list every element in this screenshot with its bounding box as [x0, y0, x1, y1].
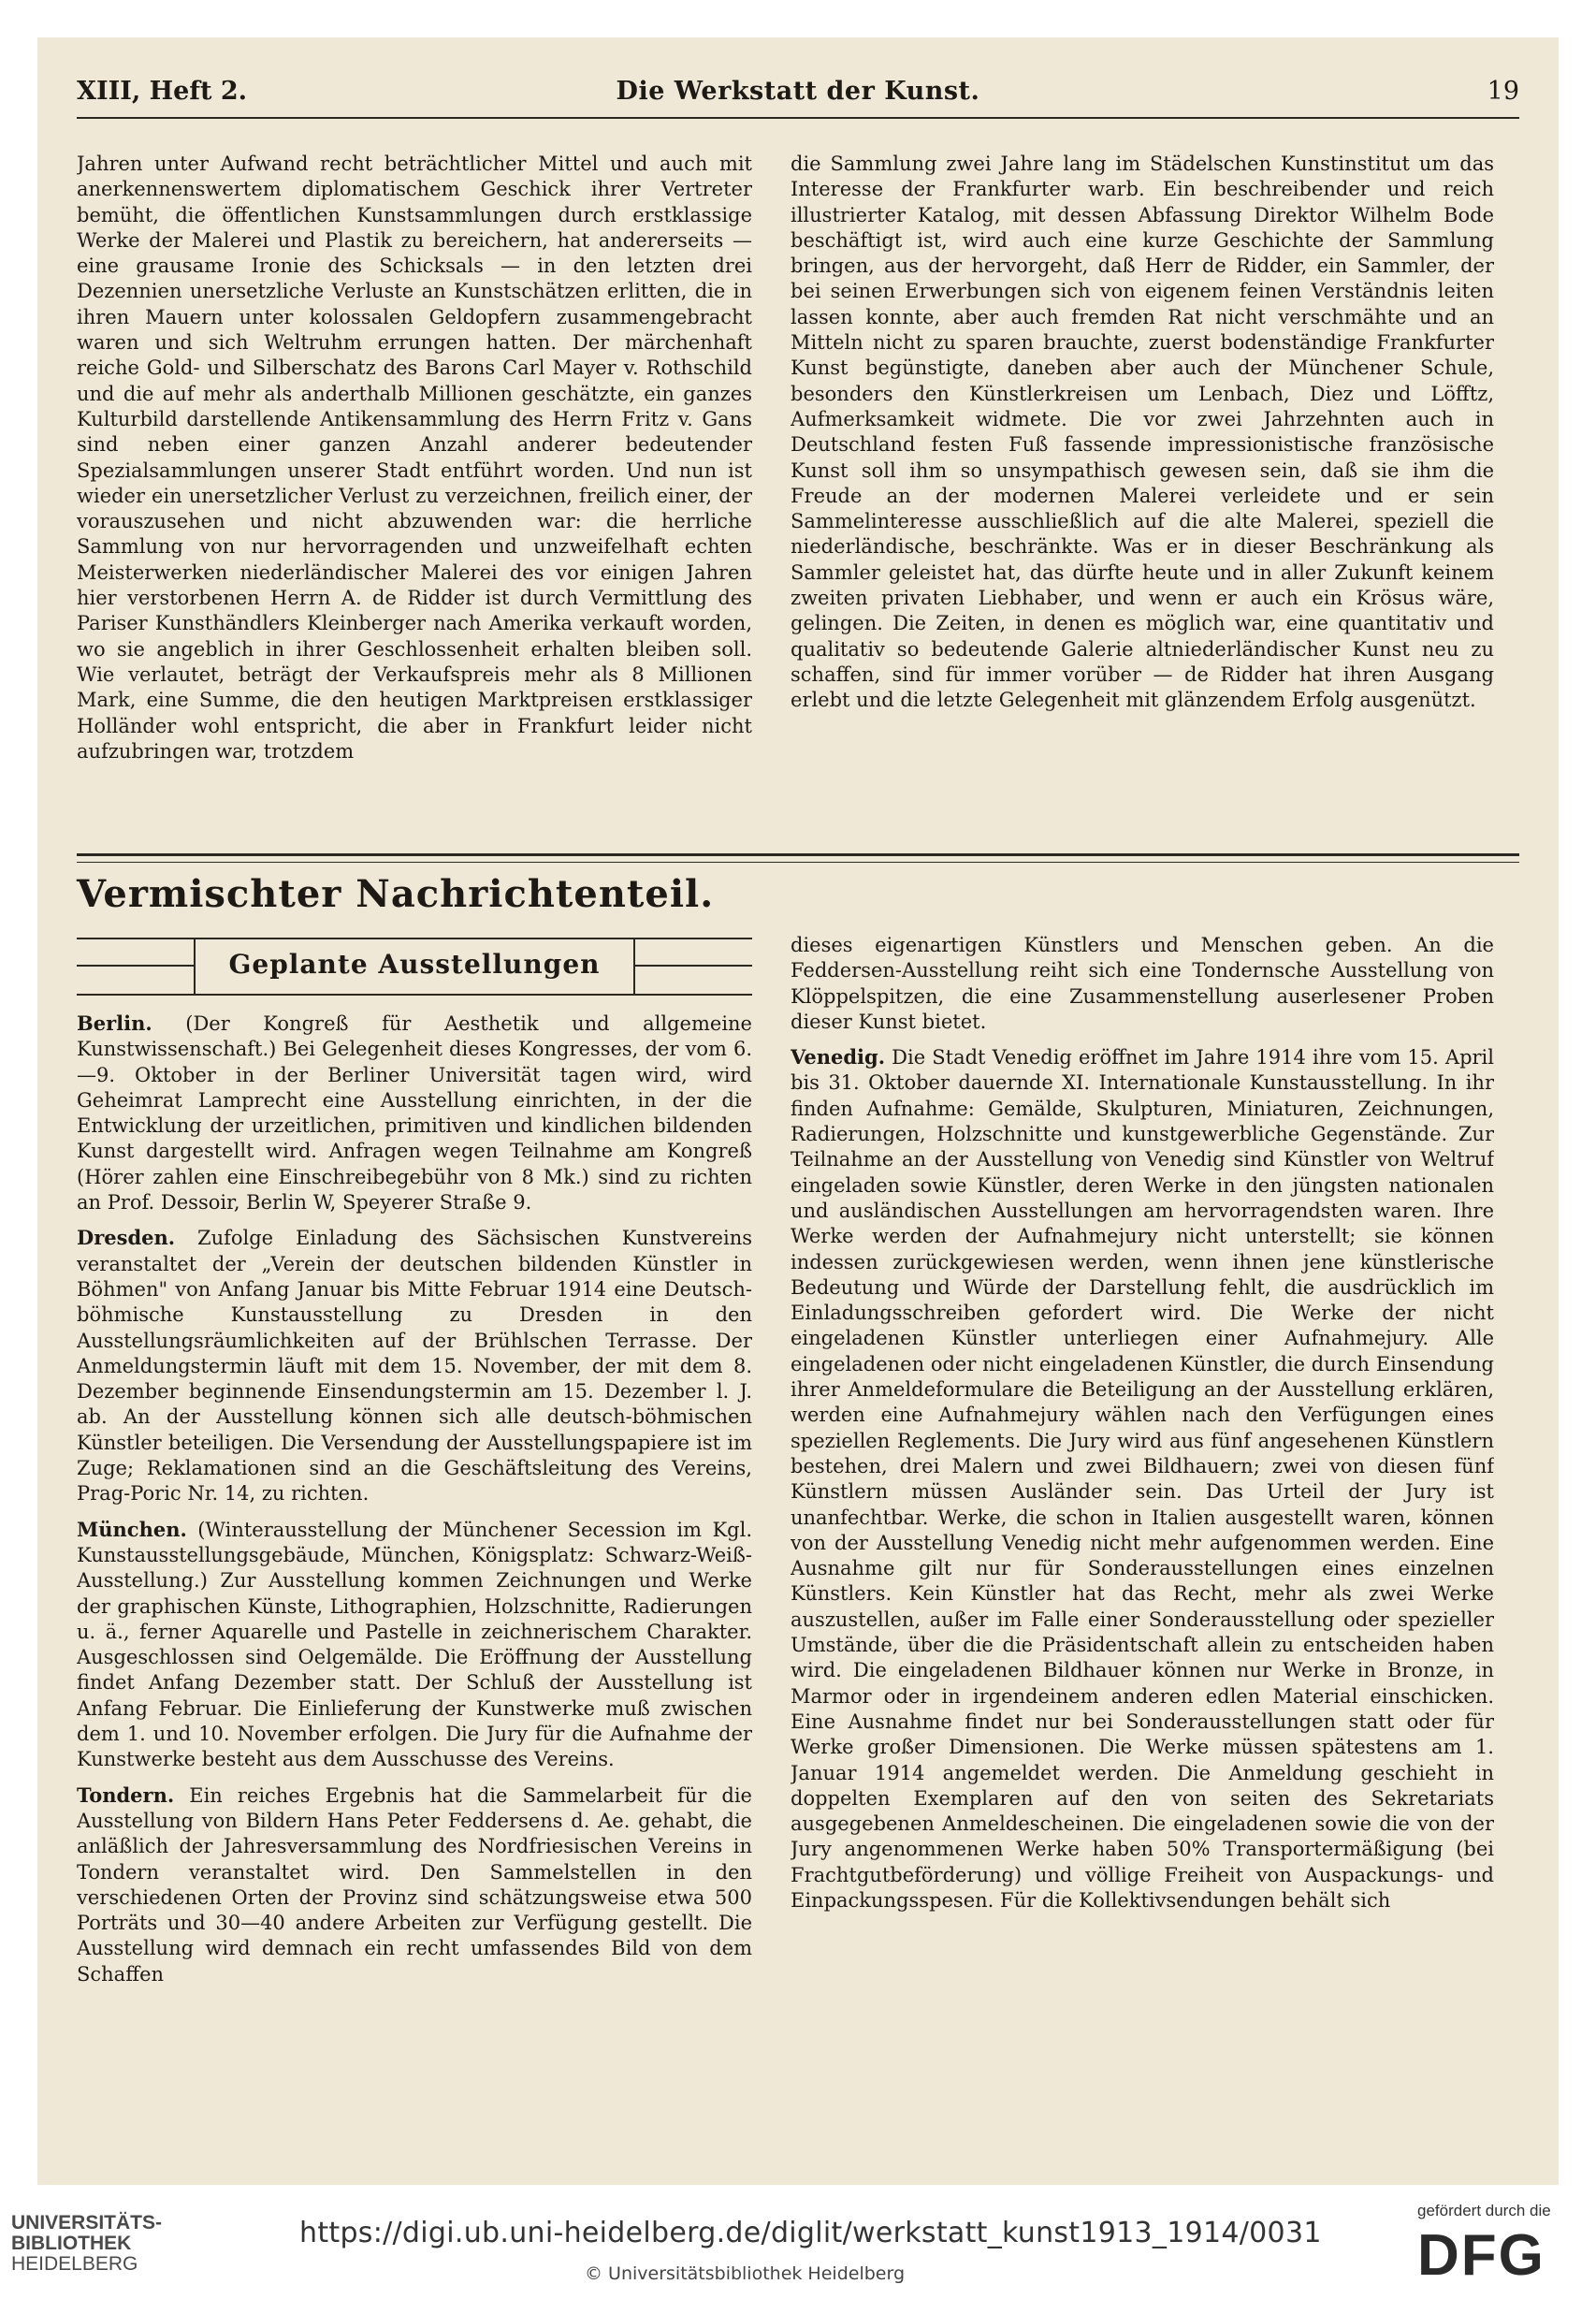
news-entry — [791, 1044, 1494, 1913]
continued-text: dieses eigenartigen Künstlers und Menschen geben. An die Feddersen-Ausstellung reiht sich eine Tondernsche Ausstellung von Klöppelspitzen, die eine Zusammenstellung auserlesener Proben dieser Kunst bietet. — [791, 934, 1494, 1033]
entry-text: Zufolge Einladung des Sächsischen Kunstvereins veranstaltet der „Verein der deutschen bildenden Künstler in Böhmen" von Anfang Januar bis Mitte Februar 1914 eine Deutsch-böhmische Kunstausstellung zu Dresden in den Ausstellungsräumlichkeiten auf der Brühlschen Terrasse. Der Anmeldungstermin läuft mit dem 15. November, der mit dem 8. Dezember beginnende Einsendungstermin am 15. Dezember l. J. ab. An der Ausstellung können sich alle deutsch-böhmischen Künstler beteiligen. Die Versendung der Ausstellungspapiere ist im Zuge; Reklamationen sind an die Geschäftsleitung des Vereins, Prag-Poric Nr. 14, zu richten. — [77, 1227, 752, 1506]
copyright-notice: © Universitätsbibliothek Heidelberg — [585, 2263, 906, 2284]
subhead-label: Geplante Ausstellungen — [228, 949, 601, 980]
dfg-logo: DFG — [1417, 2223, 1545, 2288]
footer-bar — [0, 2185, 1596, 2299]
funding-note: gefördert durch die — [1417, 2202, 1551, 2219]
subhead-box — [77, 938, 752, 996]
top-right-column — [791, 152, 1494, 844]
logo-line: BIBLIOTHEK — [11, 2233, 132, 2254]
library-logo — [11, 2213, 254, 2275]
entry-text: Ein reiches Ergebnis hat die Sammelarbeit für die Ausstellung von Bildern Hans Peter Feddersens d. Ae. gehabt, die anläßlich der Jahresversammlung des Nordfriesischen Vereins in Tondern veranstaltet wird. Den Sammelstellen in den verschiedenen Orten der Provinz sind schätzungsweise etwa 500 Porträts und 30—40 andere Arbeiten zur Verfügung gestellt. Die Ausstellung wird demnach ein recht umfassendes Bild von dem Schaffen — [77, 1783, 752, 1986]
entry-text: Die Stadt Venedig eröffnet im Jahre 1914 ihre vom 15. April bis 31. Oktober dauernde XI. Internationale Kunstausstellung. In ihr finden Aufnahme: Gemälde, Skulpturen, Miniaturen, Zeichnungen, Radierungen, Holzschnitte und kunstgewerbliche Gegenstände. Zur Teilnahme an der Ausstellung von Venedig sind Künstler von Weltruf eingeladen sowie Künstler, deren Werke in den jüngsten nationalen und ausländischen Ausstellungen am hervorragendsten waren. Ihre Werke werden der Aufnahmejury nicht unterstellt; sie können indessen zurückgewiesen werden, wenn ihnen jene künstlerische Bedeutung und Würde der Darstellung fehlt, die ausdrücklich im Einladungsschreiben gefordert wird. Die Werke der nicht eingeladenen Künstler unterliegen einer Aufnahmejury. Alle eingeladenen oder nicht eingeladenen Künstler, die durch Einsendung ihrer Anmeldeformulare die Beteiligung an der Ausstellung erklären, werden eine Aufnahmejury wählen nach den Verfügungen eines speziellen Reglements. Die Jury wird aus fünf angesehenen Künstlern bestehen, drei Malern und zwei Bildhauern; zwei von diesen fünf Künstlern müssen Ausländer sein. Das Urteil der Jury ist unanfechtbar. Werke, die schon in Italien ausgestellt waren, können von der Ausstellung Venedig nicht mehr aufgenommen werden. Eine Ausnahme gilt nur für Sonderausstellungen eines einzelnen Künstlers. Kein Künstler hat das Recht, mehr als zwei Werke auszustellen, außer im Falle einer Sonderausstellung oder spezieller Umstände, über die die Präsidentschaft allein zu entscheiden haben wird. Die eingeladenen Bildhauer können nur Werke in Bronze, in Marmor oder in irgendeinem anderen edlen Material einschicken. Eine Ausnahme findet nur bei Sonderausstellungen statt oder für Werke großer Dimensionen. Die Werke müssen spätestens am 1. Januar 1914 angemeldet werden. Die Anmeldung geschieht in doppelten Exemplaren auf den von seiten des Sekretariats ausgegebenen Anmeldescheinen. Die eingeladenen sowie die von der Jury angenommenen Werke haben 50% Transportermäßigung (bei Frachtgutbeförderung) und völlige Freiheit von Auspackungs- und Einpackungsspesen. Für die Kollektivsendungen behält sich — [791, 1046, 1494, 1912]
news-entry — [77, 1011, 752, 1215]
entry-place: Dresden. — [77, 1226, 176, 1250]
news-entry — [77, 1517, 752, 1773]
ornament-line — [77, 965, 194, 967]
entry-place: Tondern. — [77, 1782, 175, 1807]
section-title: Vermischter Nachrichtenteil. — [77, 872, 715, 916]
bottom-left-column — [77, 1011, 752, 2180]
section-divider — [77, 853, 1519, 863]
article-text: die Sammlung zwei Jahre lang im Städelschen Kunstinstitut um das Interesse der Frankfurter warb. Ein beschreibender und reich illustrierter Katalog, mit dessen Abfassung Direktor Wilhelm Bode beschäftigt ist, wird auch eine kurze Geschichte der Sammlung bringen, aus der hervorgeht, daß Herr de Ridder, ein Sammler, der bei seinen Erwerbungen sich von eigenem feinen Verständnis leiten lassen konnte, aber auch fremden Rat nicht verschmähte und an Mitteln nicht zu sparen brauchte, zuerst bodenständige Frankfurter Kunst begünstigte, daneben aber auch der Münchener Schule, besonders den Künstlerkreisen um Lenbach, Diez und Löfftz, Aufmerksamkeit widmete. Die vor zwei Jahrzehnten auch in Deutschland festen Fuß fassende impressionistische französische Kunst soll ihm so unsympathisch gewesen sein, daß sie ihm die Freude an der modernen Malerei verleidete und er sein Sammelinteresse ausschließlich auf die alte Malerei, speziell die niederländische, beschränkte. Was er in dieser Beschränkung als Sammler geleistet hat, das dürfte heute und in aller Zukunft keinem zweiten privaten Liebhaber, und wenn er auch ein Krösus wäre, gelingen. Die Zeiten, in denen es möglich war, eine quantitativ und qualitativ so bedeutende Galerie altniederländischer Kunst neu zu schaffen, sind für immer vorüber — de Ridder hat ihren Ausgang erlebt und die letzte Gelegenheit mit glänzendem Erfolg ausgenützt. — [791, 153, 1494, 712]
journal-title: Die Werkstatt der Kunst. — [616, 77, 980, 106]
entry-place: Venedig. — [791, 1045, 886, 1069]
ornament-line — [635, 965, 752, 967]
logo-line: HEIDELBERG — [11, 2253, 138, 2275]
scanned-page — [37, 37, 1559, 2185]
entry-text: (Der Kongreß für Aesthetik und allgemeine Kunstwissenschaft.) Bei Gelegenheit dieses Kongresses, der vom 6.—9. Oktober in der Berliner Universität tagen wird, wird Geheimrat Lamprecht eine Ausstellung einrichten, in der die Entwicklung der urzeitlichen, primitiven und kindlichen bildenden Kunst dargestellt wird. Anfragen wegen Teilnahme am Kongreß (Hörer zahlen eine Einschreibegebühr von 8 Mk.) sind zu richten an Prof. Dessoir, Berlin W, Speyerer Straße 9. — [77, 1012, 752, 1215]
article-text: Jahren unter Aufwand recht beträchtlicher Mittel und auch mit anerkennenswertem diplomatischem Geschick ihrer Vertreter bemüht, die öffentlichen Kunstsammlungen durch erstklassige Werke der Malerei und Plastik zu bereichern, hat andererseits — eine grausame Ironie des Schicksals — in den letzten drei Dezennien unersetzliche Verluste an Kunstschätzen erlitten, die in ihren Mauern unter kolossalen Geldopfern zusammengebracht waren und sich Weltruhm errungen hatten. Der märchenhaft reiche Gold- und Silberschatz des Barons Carl Mayer v. Rothschild und die auf mehr als anderthalb Millionen geschätzte, ein ganzes Kulturbild darstellende Antikensammlung des Herrn Fritz v. Gans sind neben einer ganzen Anzahl anderer bedeutender Spezialsammlungen unserer Stadt entführt worden. Und nun ist wieder ein unersetzlicher Verlust zu verzeichnen, freilich einer, der vorauszusehen und nicht abzuwenden war: die herrliche Sammlung von nur hervorragenden und unzweifelhaft echten Meisterwerken niederländischer Malerei des vor einigen Jahren hier verstorbenen Herrn A. de Ridder ist durch Vermittlung des Pariser Kunsthändlers Kleinberger nach Amerika verkauft worden, wo sie angeblich in ihrer Geschlossenheit erhalten bleiben soll. Wie verlautet, beträgt der Verkaufspreis mehr als 8 Millionen Mark, eine Summe, die den heutigen Marktpreisen erstklassiger Holländer wohl entspricht, die aber in Frankfurt leider nicht aufzubringen war, trotzdem — [77, 153, 752, 763]
ornament-bar — [633, 939, 635, 994]
header-rule — [77, 117, 1519, 119]
bottom-right-column — [791, 933, 1494, 2177]
running-head — [77, 77, 1519, 114]
permalink-url[interactable]: https://digi.ub.uni-heidelberg.de/diglit/werkstatt_kunst1913_1914/0031 — [299, 2217, 1322, 2249]
logo-line: UNIVERSITÄTS- — [11, 2212, 163, 2234]
ornament-bar — [194, 939, 196, 994]
top-left-column — [77, 152, 752, 844]
news-entry — [77, 1225, 752, 1506]
volume-label: XIII, Heft 2. — [77, 77, 247, 106]
entry-text: (Winterausstellung der Münchener Secession im Kgl. Kunstausstellungsgebäude, München, Königsplatz: Schwarz-Weiß-Ausstellung.) Zur Ausstellung kommen Zeichnungen und Werke der graphischen Künste, Lithographien, Holzschnitte, Radierungen u. ä., ferner Aquarelle und Pastelle in zeichnerischem Charakter. Ausgeschlossen sind Oelgemälde. Die Eröffnung der Ausstellung findet Anfang Dezember statt. Der Schluß der Ausstellung ist Anfang Februar. Die Einlieferung der Kunstwerke muß zwischen dem 1. und 10. November erfolgen. Die Jury für die Aufnahme der Kunstwerke besteht aus dem Ausschusse des Vereins. — [77, 1518, 752, 1771]
entry-place: München. — [77, 1517, 187, 1541]
page-number: 19 — [1487, 77, 1519, 106]
entry-place: Berlin. — [77, 1011, 152, 1035]
news-entry — [77, 1782, 752, 1987]
